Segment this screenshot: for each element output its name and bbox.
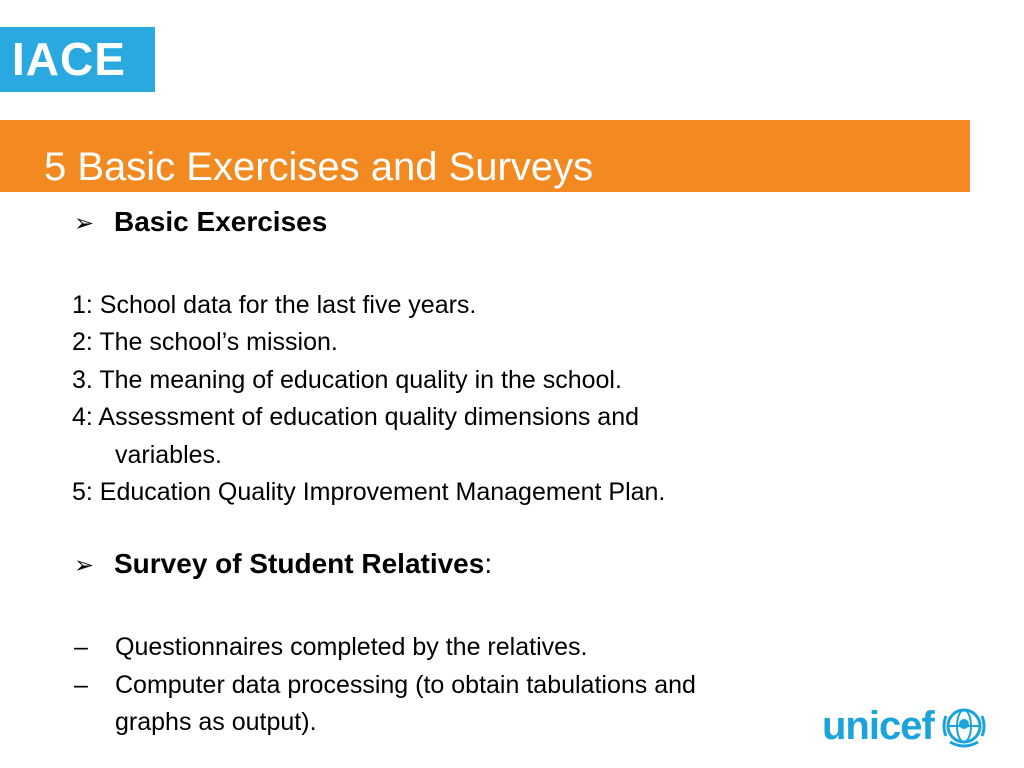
dash-bullet: – [74,633,88,661]
list-item [74,670,696,700]
list-item: 4: Assessment of education quality dimensions and [72,403,640,431]
list-item: 2: The school’s mission. [72,328,338,356]
unicef-emblem-icon [940,702,988,750]
list-item-text: Questionnaires completed by the relatives. [115,633,588,661]
list-item-continuation: graphs as output). [115,708,317,736]
section-heading-basic-exercises [74,206,327,238]
unicef-wordmark: unicef [822,704,934,748]
iace-logo: IACE [0,27,155,92]
arrow-bullet-icon: ➢ [74,210,95,237]
dash-bullet: – [74,671,88,699]
heading-text: Basic Exercises [114,206,328,237]
arrow-bullet-icon: ➢ [74,552,95,579]
section-heading-survey [74,548,492,580]
list-item: 5: Education Quality Improvement Management Plan. [72,478,666,506]
list-item-continuation: variables. [115,441,222,469]
unicef-logo [822,700,1012,752]
list-item [74,632,587,662]
slide-title: 5 Basic Exercises and Surveys [44,145,594,189]
heading-colon: : [484,548,493,579]
list-item: 3. The meaning of education quality in the school. [72,366,622,394]
heading-text: Survey of Student Relatives [114,548,485,579]
list-item: 1: School data for the last five years. [72,291,477,319]
list-item-text: Computer data processing (to obtain tabulations and [115,671,696,699]
